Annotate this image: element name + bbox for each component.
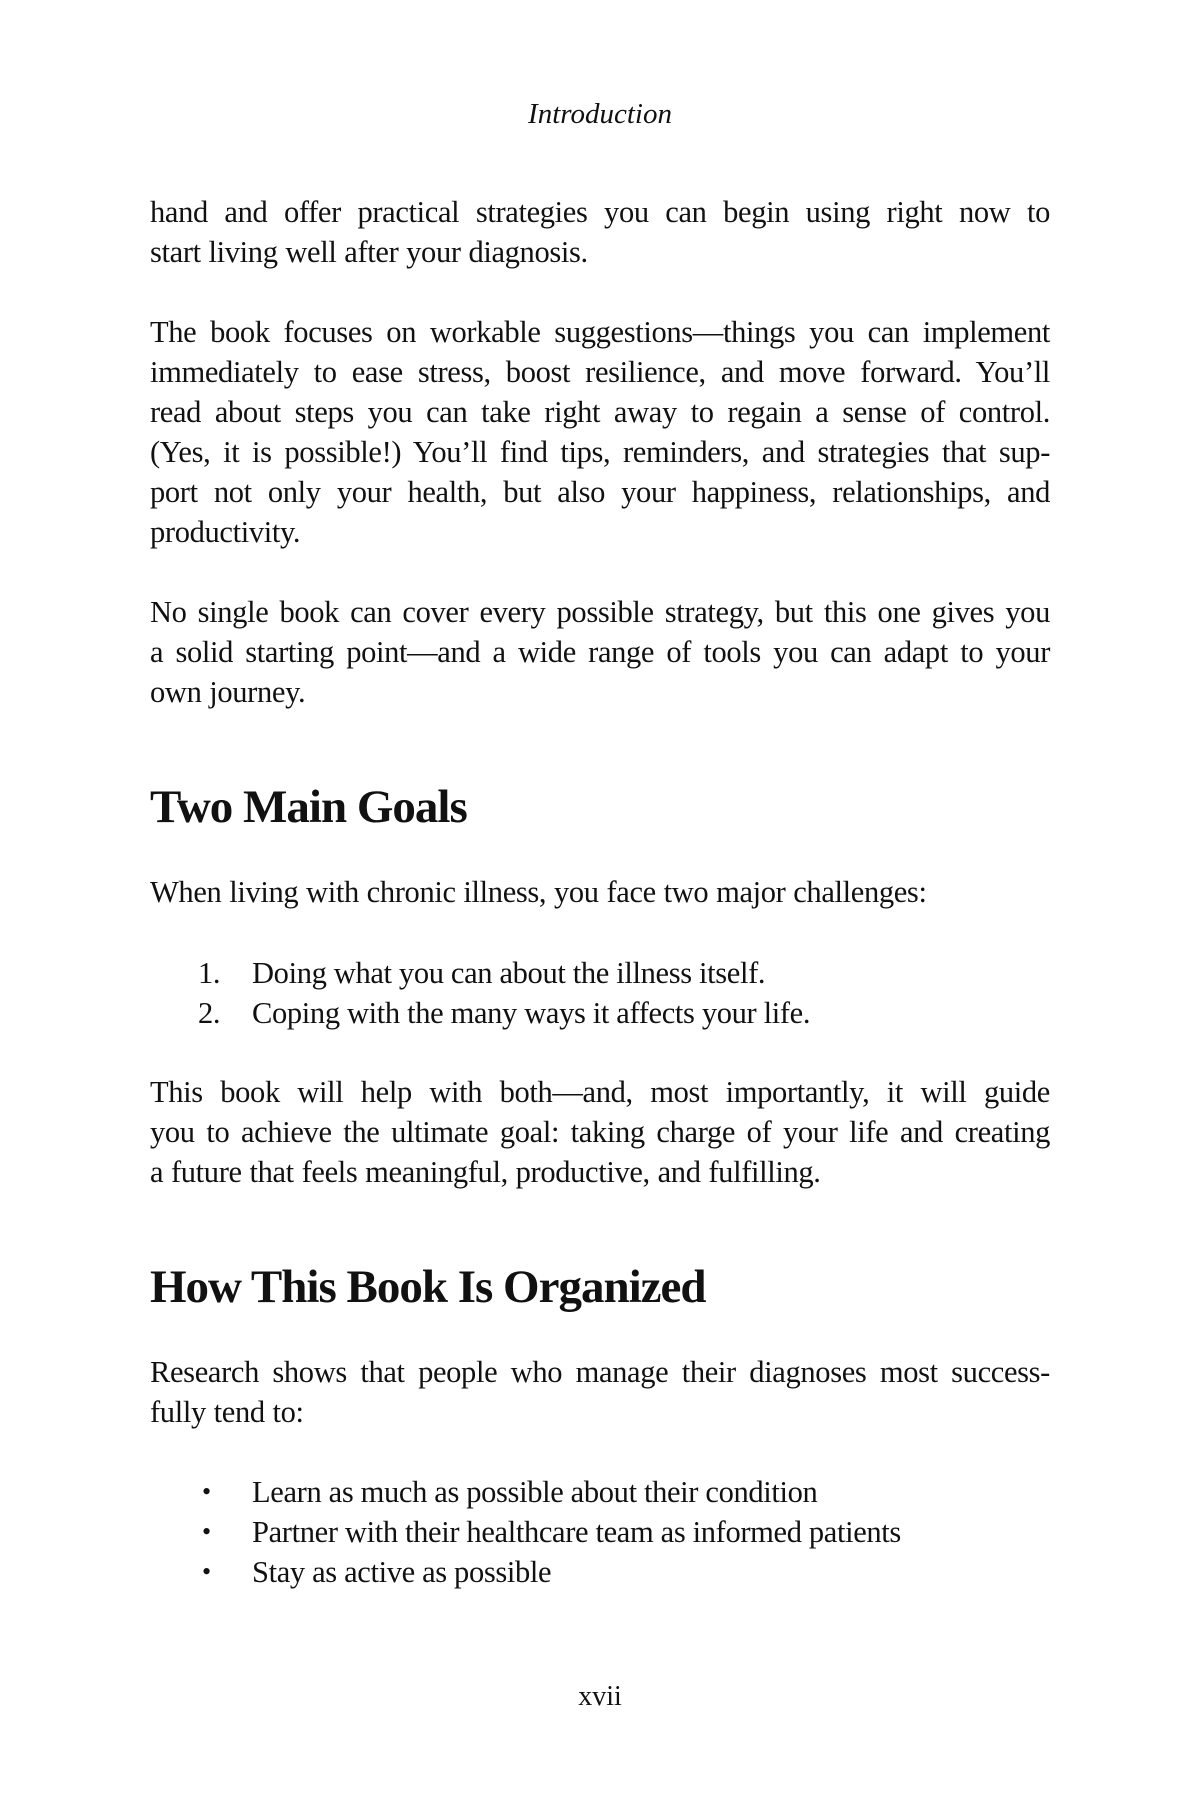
list-item-text: Coping with the many ways it affects your life.: [252, 996, 811, 1030]
list-item-text: Doing what you can about the illness itself.: [252, 956, 766, 990]
text-line: port not only your health, but also your happiness, relationships, and: [150, 475, 1050, 509]
section-heading-two-main-goals: Two Main Goals: [150, 781, 467, 833]
text-line: start living well after your diagnosis.: [150, 235, 588, 269]
list-item: [150, 1472, 1050, 1512]
list-item: [150, 953, 1050, 993]
text-line: When living with chronic illness, you face two major challenges:: [150, 875, 927, 909]
text-line: No single book can cover every possible strategy, but this one gives you: [150, 595, 1050, 629]
paragraph-continuation: [150, 192, 1050, 272]
list-item: [150, 1512, 1050, 1552]
paragraph-research-intro: [150, 1352, 1050, 1432]
list-number: 1.: [198, 956, 221, 990]
bullet-icon: •: [202, 1517, 211, 1546]
text-line: own journey.: [150, 675, 306, 709]
paragraph-no-single-book: [150, 592, 1050, 712]
text-line: you to achieve the ultimate goal: taking charge of your life and creating: [150, 1115, 1050, 1149]
text-line: The book focuses on workable suggestions—things you can implement: [150, 315, 1050, 349]
paragraph-book-focus: [150, 312, 1050, 552]
list-item-text: Learn as much as possible about their condition: [252, 1475, 818, 1509]
list-item: [150, 993, 1050, 1033]
bullet-icon: •: [202, 1557, 211, 1586]
text-line: a future that feels meaningful, productive, and fulfilling.: [150, 1155, 821, 1189]
text-line: a solid starting point—and a wide range of tools you can adapt to your: [150, 635, 1050, 669]
text-line: (Yes, it is possible!) You’ll find tips, reminders, and strategies that sup-: [150, 435, 1050, 469]
bullet-list-success-habits: [150, 1472, 1050, 1592]
text-line: productivity.: [150, 515, 301, 549]
text-line: fully tend to:: [150, 1395, 304, 1429]
text-line: This book will help with both—and, most importantly, it will guide: [150, 1075, 1050, 1109]
text-line: read about steps you can take right away to regain a sense of control.: [150, 395, 1050, 429]
page-number: xvii: [578, 1681, 622, 1712]
text-line: immediately to ease stress, boost resilience, and move forward. You’ll: [150, 355, 1050, 389]
list-number: 2.: [198, 996, 221, 1030]
section-heading-how-organized: How This Book Is Organized: [150, 1261, 706, 1313]
paragraph-challenges-intro: [150, 872, 1050, 912]
list-item-text: Stay as active as possible: [252, 1555, 552, 1589]
running-head: Introduction: [528, 98, 672, 130]
bullet-icon: •: [202, 1477, 211, 1506]
numbered-list-challenges: [150, 953, 1050, 1033]
list-item-text: Partner with their healthcare team as informed patients: [252, 1515, 901, 1549]
text-line: Research shows that people who manage their diagnoses most success-: [150, 1355, 1050, 1389]
text-line: hand and offer practical strategies you can begin using right now to: [150, 195, 1050, 229]
paragraph-book-helps: [150, 1072, 1050, 1192]
list-item: [150, 1552, 1050, 1592]
